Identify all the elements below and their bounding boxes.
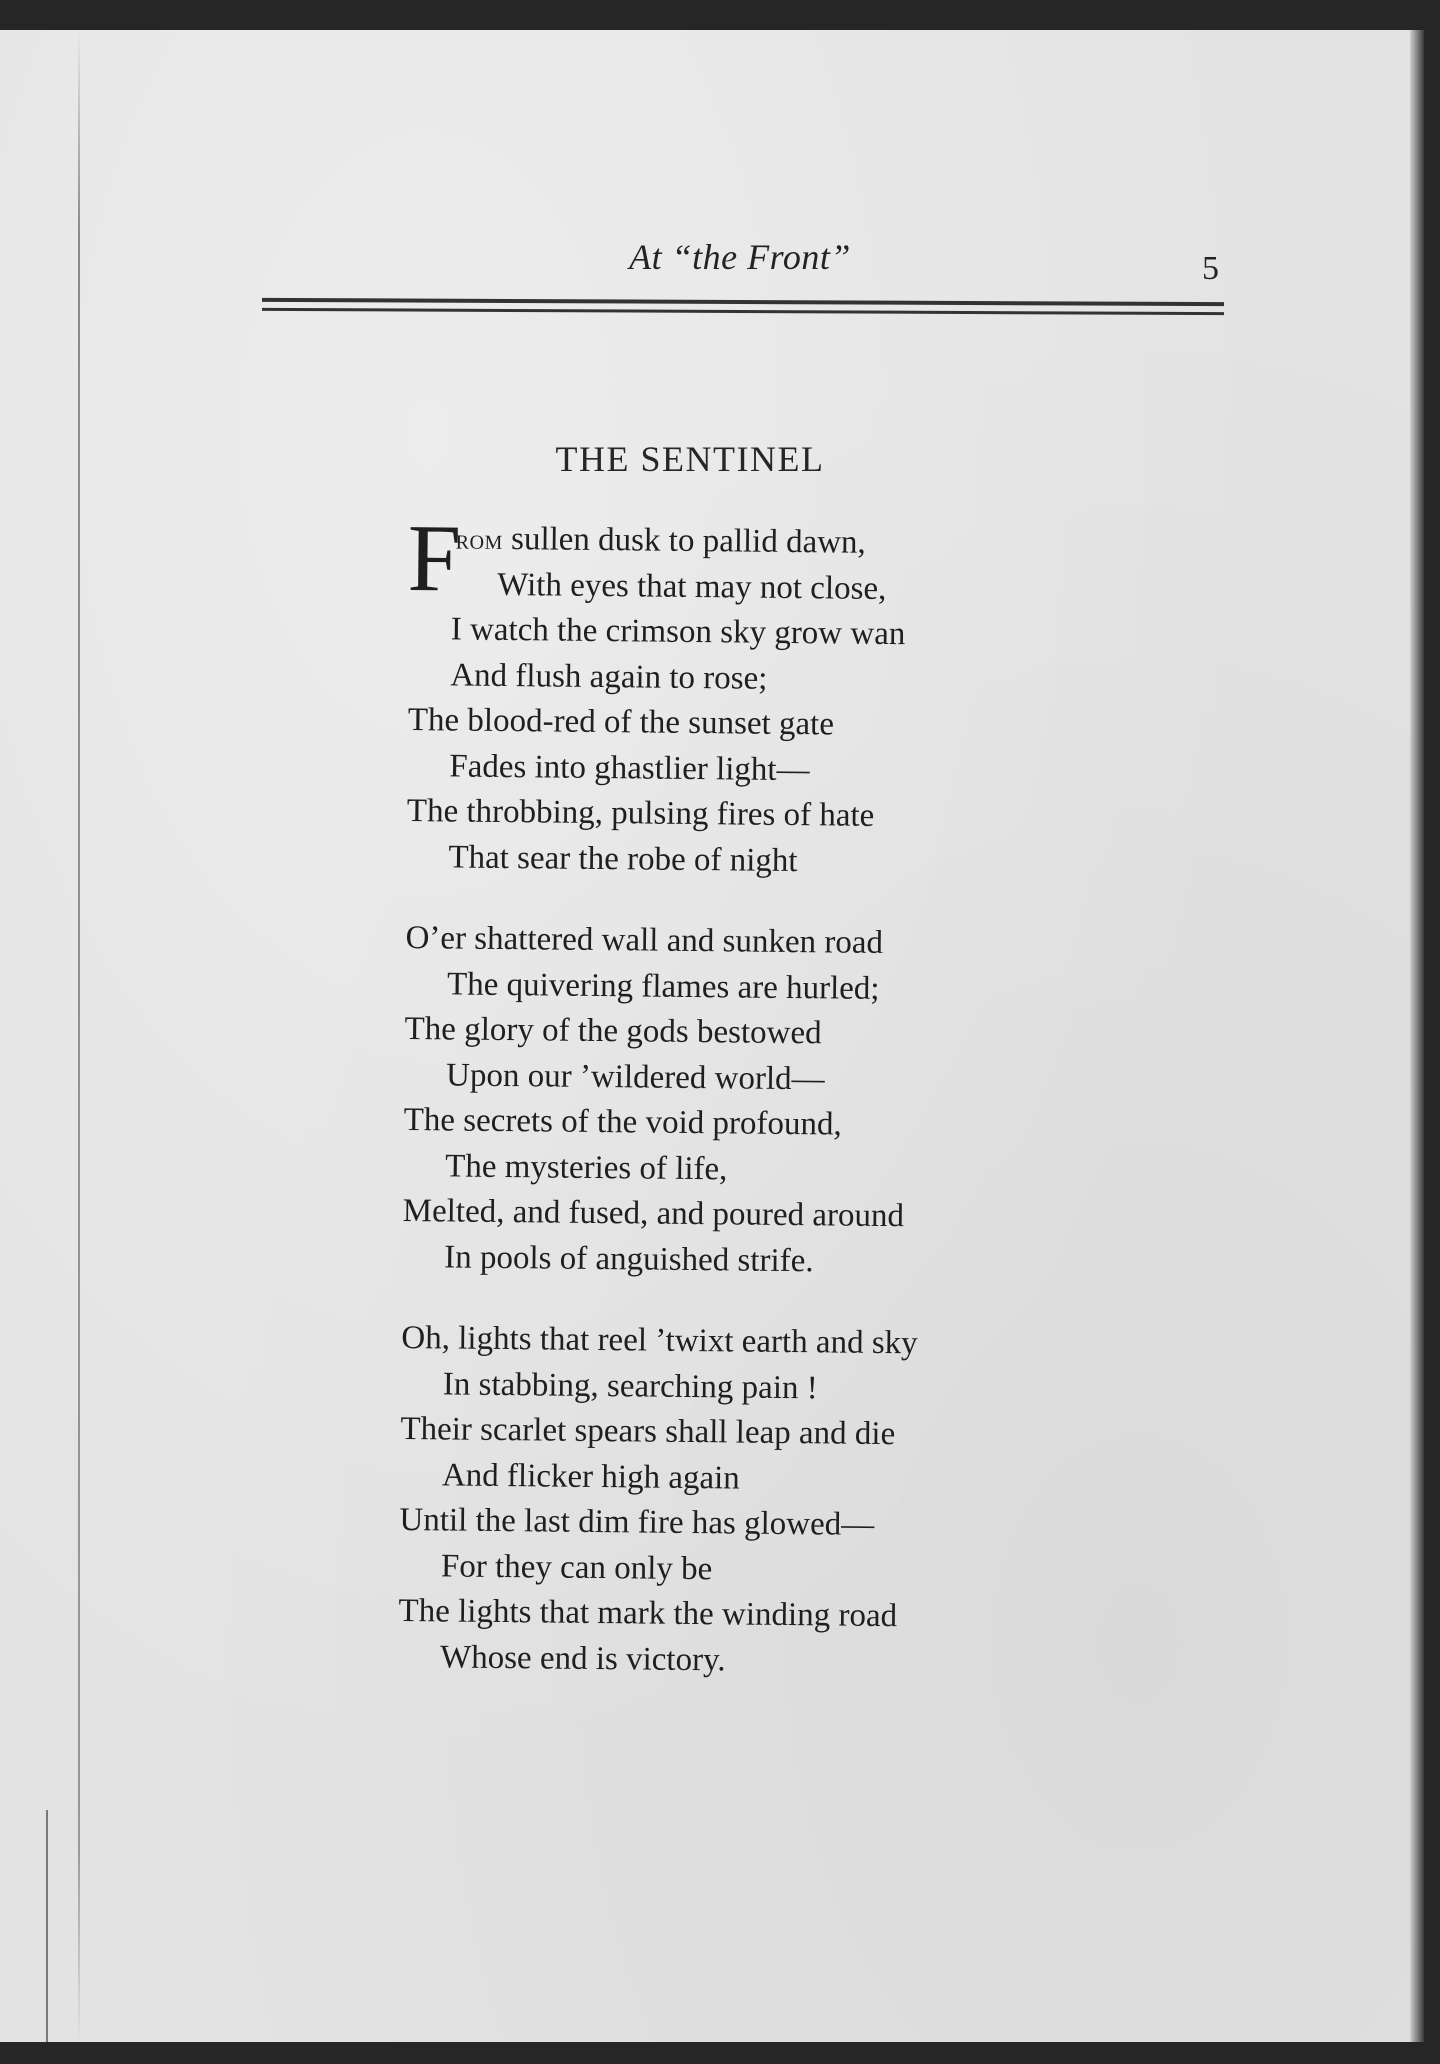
poem-line-text: sullen dusk to pallid dawn, [502,520,866,561]
book-page [0,30,1424,2046]
poem-line: In stabbing, searching pain ! [442,1365,818,1406]
poem-line: Whose end is victory. [439,1638,726,1678]
poem-line: Melted, and fused, and poured around [402,1192,905,1235]
poem-body [397,503,1130,1723]
page-number: 5 [1202,250,1219,287]
header-rule [262,308,1224,315]
stanza [402,916,1126,1288]
poem-line: The secrets of the void profound, [403,1101,842,1143]
poem-line: That sear the robe of night [448,838,798,879]
running-head: At “the Front” [629,237,851,277]
header-rule [262,298,1224,306]
poem-line: And flush again to rose; [450,656,768,697]
binding-gutter-line [78,30,80,2046]
stanza [406,503,1130,888]
scan-bottom-edge [0,2042,1440,2064]
poem-line: The mysteries of life, [445,1147,728,1187]
poem-line: The quivering flames are hurled; [446,965,880,1007]
poem-line [410,516,1130,569]
poem-line: The lights that mark the winding road [398,1592,898,1635]
poem-line: Fades into ghastlier light— [449,747,810,788]
poem-line: The glory of the gods bestowed [404,1010,822,1052]
poem-line: Their scarlet spears shall leap and die [400,1410,896,1453]
poem-line: Oh, lights that reel ’twixt earth and sky [401,1319,918,1362]
poem-line: With eyes that may not close, [497,566,887,607]
poem-line: The blood-red of the sunset gate [407,701,835,743]
poem-line: In pools of anguished strife. [444,1238,814,1279]
poem-line: The throbbing, pulsing fires of hate [406,792,875,834]
poem-title: THE SENTINEL [555,439,825,479]
page-edge-mark [46,1810,48,2046]
poem-line: O’er shattered wall and sunken road [405,919,884,961]
poem-line: For they can only be [440,1547,713,1587]
poem-line: Until the last dim fire has glowed— [399,1501,875,1543]
stanza [398,1316,1122,1688]
poem-line: And flicker high again [441,1456,740,1497]
page-right-edge [1410,30,1424,2046]
drop-cap: F [407,503,462,612]
poem-line: Upon our ’wildered world— [445,1056,825,1097]
poem-line: I watch the crimson sky grow wan [450,611,906,653]
small-caps-text: rom [455,524,503,556]
